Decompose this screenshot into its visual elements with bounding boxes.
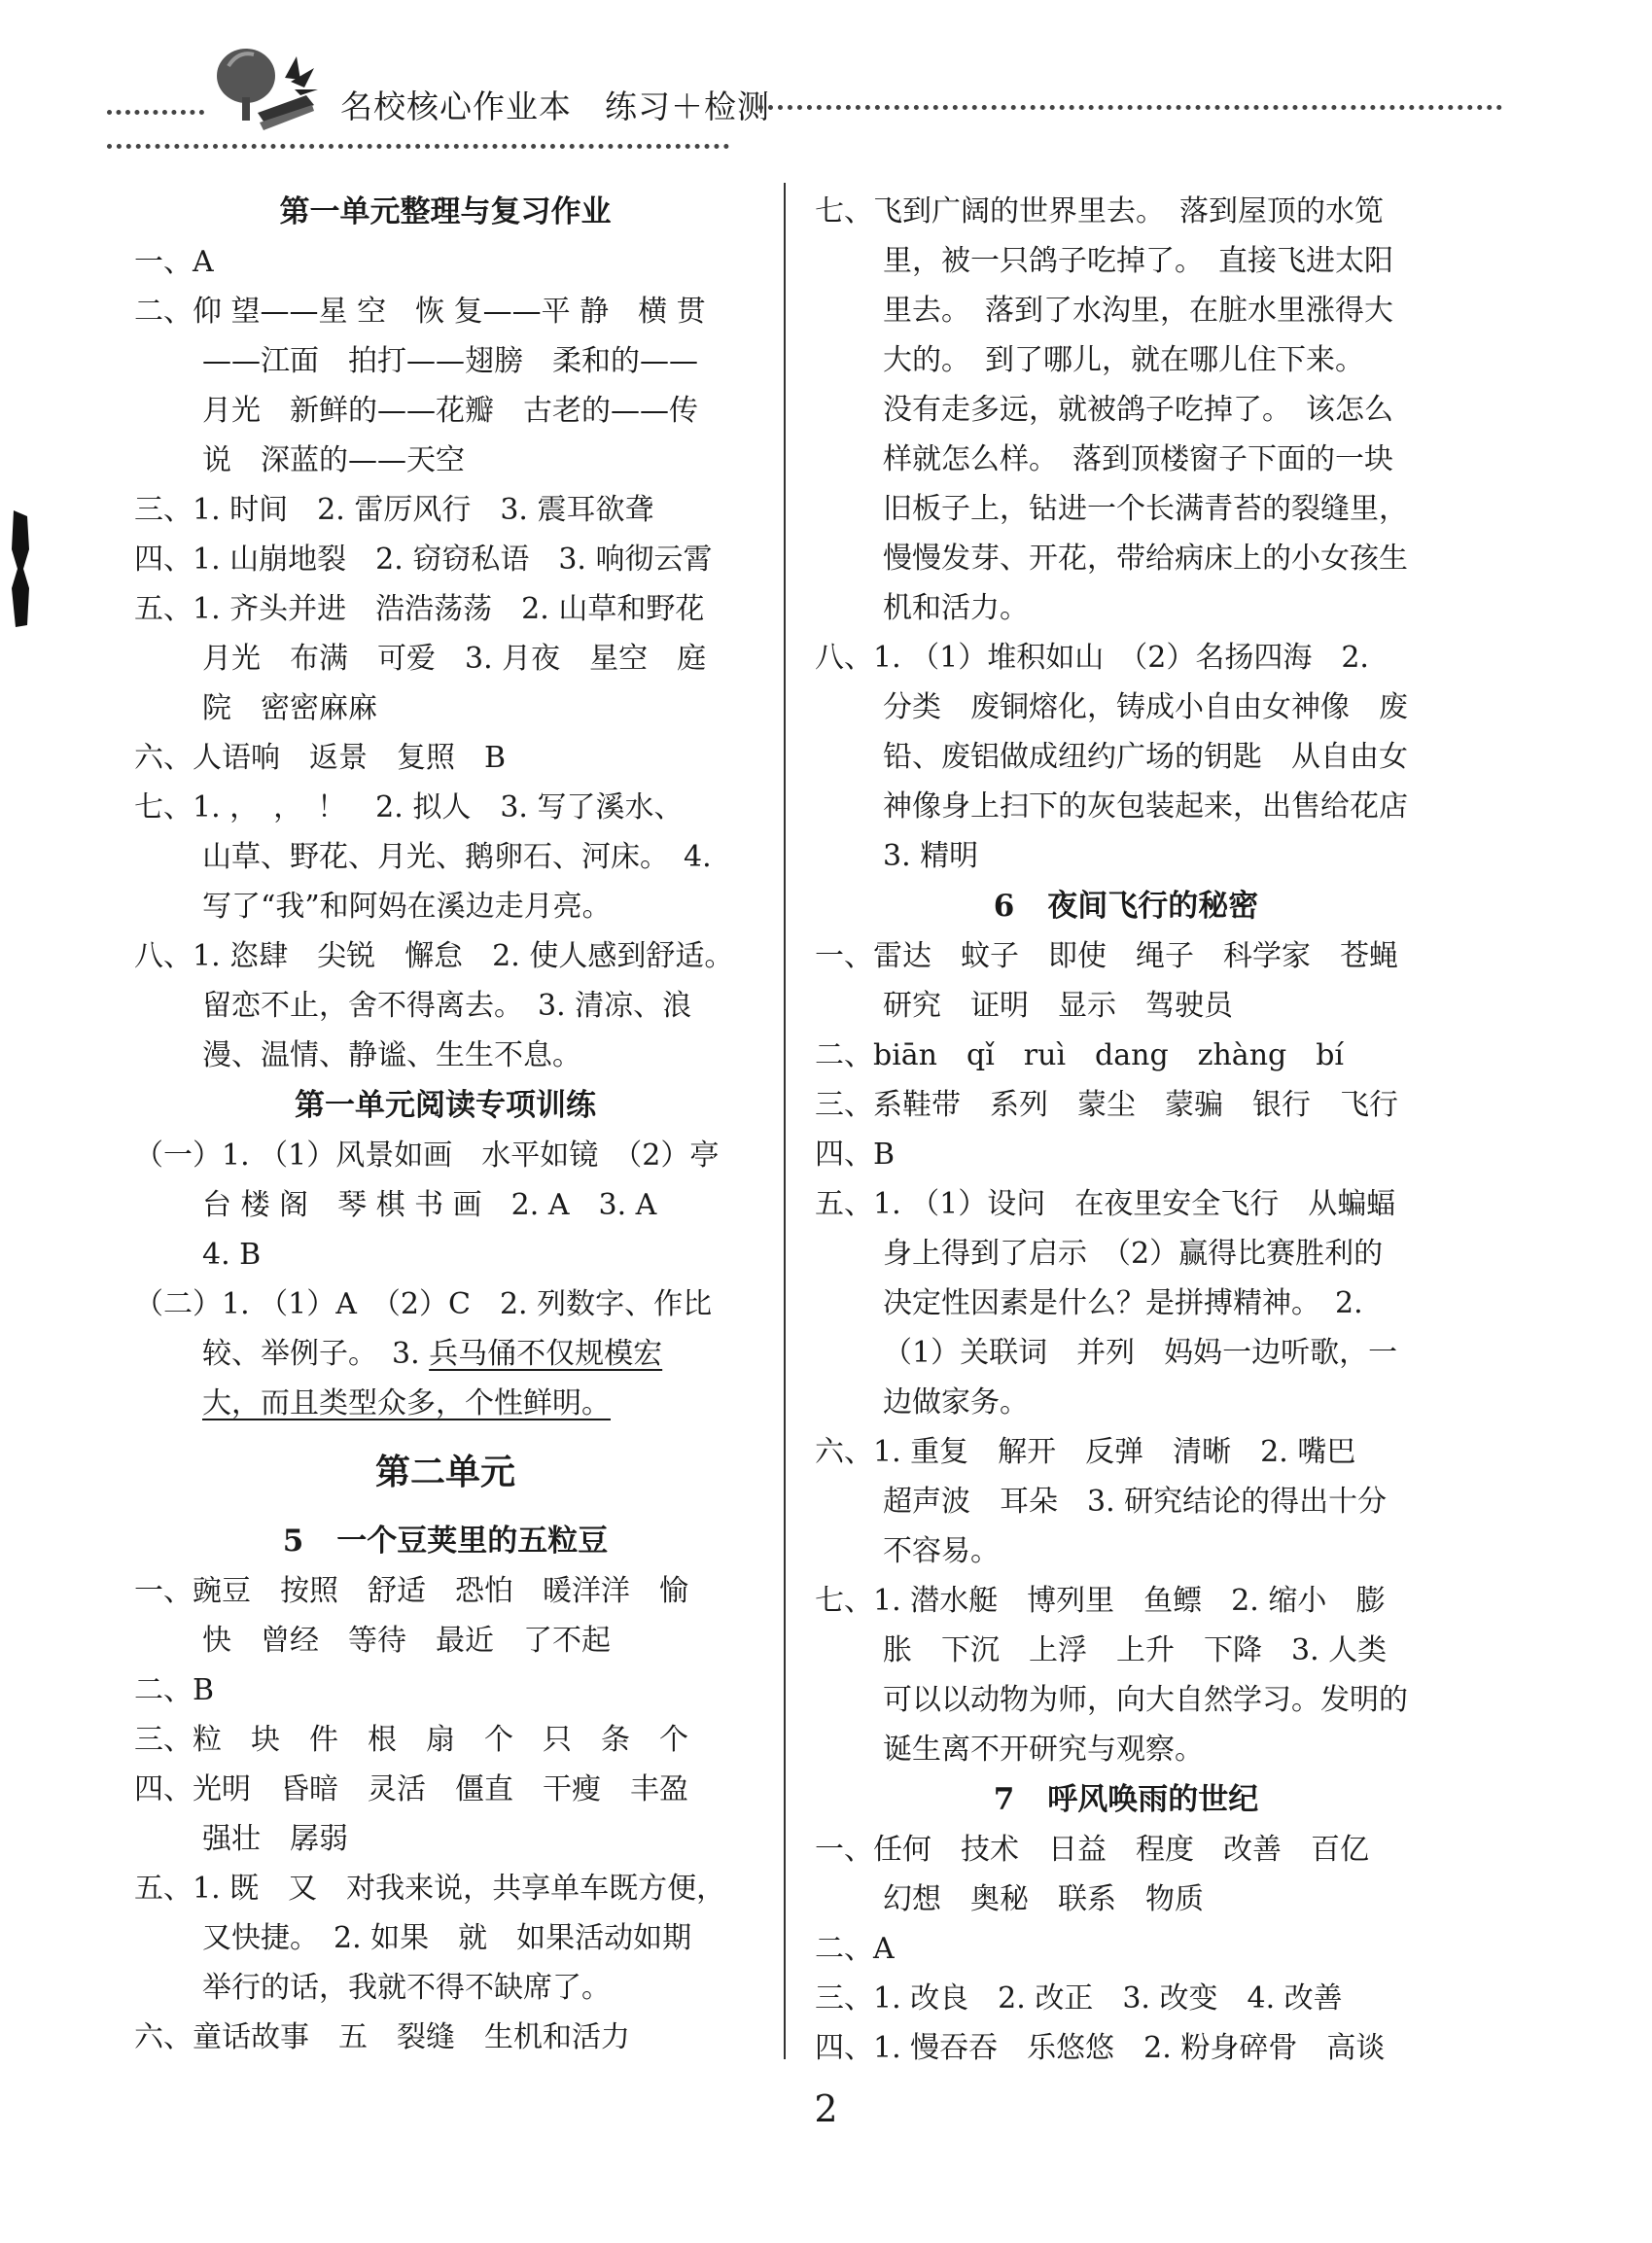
header-title: 名校核心作业本 练习＋检测 (340, 88, 770, 125)
answer-line: 举行的话，我就不得不缺席了。 (202, 1971, 611, 2005)
lesson-heading (815, 1774, 1437, 1825)
answer-line: 里去。 落到了水沟里，在脏水里涨得大 (883, 294, 1393, 328)
answer-line: 快 曾经 等待 最近 了不起 (202, 1624, 611, 1658)
left-column (134, 187, 756, 2062)
answer-line: 不容易。 (883, 1534, 1000, 1568)
answer-line: 四、1. 慢吞吞 乐悠悠 2. 粉身碎骨 高谈 (815, 2031, 1386, 2065)
answer-line: 五、1. （1）设问 在夜里安全飞行 从蝙蝠 (815, 1187, 1396, 1221)
answer-line: 三、粒 块 件 根 扇 个 只 条 个 (134, 1723, 688, 1757)
answer-line (134, 1379, 756, 1428)
column-divider (784, 183, 786, 2059)
lesson-heading (134, 1516, 756, 1566)
section-heading: 第一单元整理与复习作业 (279, 194, 612, 229)
answer-line: 旧板子上，钻进一个长满青苔的裂缝里， (883, 492, 1408, 526)
answer-line: 台 楼 阁 琴 棋 书 画 2. A 3. A (202, 1188, 657, 1222)
answer-line: 可以以动物为师，向大自然学习。发明的 (883, 1683, 1408, 1717)
answer-line: 山草、野花、月光、鹅卵石、河床。 4. (202, 840, 712, 874)
header-dots-bottom (107, 144, 729, 149)
answer-line: 七、1. ， ， ！ 2. 拟人 3. 写了溪水、 (134, 790, 684, 824)
answer-line: 留恋不止，舍不得离去。 3. 清凉、浪 (202, 989, 692, 1023)
answer-line: 八、1. 恣肆 尖锐 懈怠 2. 使人感到舒适。 (134, 939, 734, 973)
lamp-books-icon (199, 37, 326, 134)
answer-line: 大的。 到了哪儿，就在哪儿住下来。 (883, 343, 1364, 377)
lesson-title: 一个豆荚里的五粒豆 (336, 1524, 609, 1559)
answer-line: 身上得到了启示 （2）赢得比赛胜利的 (883, 1237, 1384, 1271)
answer-line: 月光 新鲜的——花瓣 古老的——传 (202, 394, 698, 428)
answer-line: 写了“我”和阿妈在溪边走月亮。 (202, 890, 612, 924)
lesson-number: 6 (993, 889, 1015, 924)
answer-line: 三、1. 时间 2. 雷厉风行 3. 震耳欲聋 (134, 493, 654, 527)
answer-line: 二、biān qǐ ruì dang zhàng bí (815, 1038, 1345, 1072)
answer-line: 六、童话故事 五 裂缝 生机和活力 (134, 2020, 630, 2054)
answer-line: ——江面 拍打——翅膀 柔和的—— (202, 344, 698, 378)
right-column (815, 187, 1437, 2073)
answer-line: 铅、废铝做成纽约广场的钥匙 从自由女 (883, 740, 1408, 774)
lesson-title: 夜间飞行的秘密 (1047, 889, 1259, 924)
answer-line: 四、B (815, 1138, 896, 1172)
answer-line: 一、豌豆 按照 舒适 恐怕 暖洋洋 愉 (134, 1574, 688, 1608)
lesson-number: 5 (282, 1524, 304, 1559)
answer-line: 二、A (815, 1932, 895, 1966)
answer-line: 没有走多远，就被鸽子吃掉了。 该怎么 (883, 393, 1393, 427)
answer-line: 六、人语响 返景 复照 B (134, 741, 507, 775)
underlined-answer: 大，而且类型众多，个性鲜明。 (202, 1386, 611, 1420)
answer-line: 四、光明 昏暗 灵活 僵直 干瘦 丰盈 (134, 1772, 688, 1806)
answer-line: 院 密密麻麻 (202, 691, 377, 725)
answer-line: 幻想 奥秘 联系 物质 (883, 1882, 1204, 1916)
answer-line: 强壮 孱弱 (202, 1822, 348, 1856)
answer-line: 决定性因素是什么？是拼搏精神。 2. (883, 1286, 1363, 1320)
answer-line: 三、系鞋带 系列 蒙尘 蒙骗 银行 飞行 (815, 1088, 1398, 1122)
answer-line: 胀 下沉 上浮 上升 下降 3. 人类 (883, 1633, 1388, 1667)
answer-text: 较、举例子。 3. (202, 1337, 430, 1371)
answer-line: 漫、温情、静谧、生生不息。 (202, 1038, 581, 1072)
page-number: 2 (814, 2087, 838, 2130)
answer-line: 月光 布满 可爱 3. 月夜 星空 庭 (202, 642, 707, 676)
answer-line: 八、1. （1）堆积如山 （2）名扬四海 2. (815, 641, 1369, 675)
answer-line: 超声波 耳朵 3. 研究结论的得出十分 (883, 1485, 1388, 1519)
answer-line: 机和活力。 (883, 591, 1029, 625)
answer-line: 二、B (134, 1673, 215, 1707)
lesson-number: 7 (993, 1782, 1015, 1817)
underlined-answer: 兵马俑不仅规模宏 (429, 1337, 663, 1371)
answer-line: 分类 废铜熔化，铸成小自由女神像 废 (883, 690, 1408, 724)
lesson-title: 呼风唤雨的世纪 (1047, 1782, 1259, 1817)
page-header (0, 0, 1652, 175)
answer-line: 3. 精明 (883, 839, 979, 873)
answer-line: 又快捷。 2. 如果 就 如果活动如期 (202, 1921, 692, 1955)
lesson-heading (815, 881, 1437, 931)
answer-line (134, 1329, 756, 1379)
answer-line: 神像身上扫下的灰包装起来，出售给花店 (883, 789, 1408, 824)
answer-line: 五、1. 齐头并进 浩浩荡荡 2. 山草和野花 (134, 592, 705, 626)
answer-line: 七、飞到广阔的世界里去。 落到屋顶的水笕 (815, 194, 1384, 228)
answer-line: 七、1. 潜水艇 博列里 鱼鳔 2. 缩小 膨 (815, 1584, 1386, 1618)
scan-mark (10, 510, 33, 627)
answer-line: 慢慢发芽、开花，带给病床上的小女孩生 (883, 542, 1408, 576)
answer-line: 里，被一只鸽子吃掉了。 直接飞进太阳 (883, 244, 1393, 278)
answer-line: （一）1. （1）风景如画 水平如镜 （2）亭 (134, 1139, 720, 1173)
answer-line: 六、1. 重复 解开 反弹 清晰 2. 嘴巴 (815, 1435, 1356, 1469)
answer-line: 研究 证明 显示 驾驶员 (883, 989, 1233, 1023)
answer-line: 五、1. 既 又 对我来说，共享单车既方便， (134, 1872, 726, 1906)
answer-line: 边做家务。 (883, 1385, 1029, 1419)
answer-line: （1）关联词 并列 妈妈一边听歌，一 (883, 1336, 1398, 1370)
header-dots-left (107, 110, 204, 115)
section-heading: 第一单元阅读专项训练 (295, 1088, 596, 1123)
answer-line: 诞生离不开研究与观察。 (883, 1733, 1204, 1767)
answer-line: 三、1. 改良 2. 改正 3. 改变 4. 改善 (815, 1981, 1343, 2015)
answer-line: 样就怎么样。 落到顶楼窗子下面的一块 (883, 442, 1393, 476)
unit-heading: 第二单元 (374, 1452, 515, 1492)
answer-line: 四、1. 山崩地裂 2. 窃窃私语 3. 响彻云霄 (134, 543, 713, 577)
answer-line: （二）1. （1）A （2）C 2. 列数字、作比 (134, 1287, 713, 1321)
answer-line: 4. B (202, 1238, 262, 1272)
answer-line: 一、任何 技术 日益 程度 改善 百亿 (815, 1833, 1369, 1867)
answer-line: 一、A (134, 245, 214, 279)
header-dots-right (758, 105, 1502, 110)
answer-line: 说 深蓝的——天空 (202, 443, 465, 477)
answer-line: 二、仰 望——星 空 恢 复——平 静 横 贯 (134, 295, 706, 329)
answer-line: 一、雷达 蚊子 即使 绳子 科学家 苍蝇 (815, 939, 1398, 973)
